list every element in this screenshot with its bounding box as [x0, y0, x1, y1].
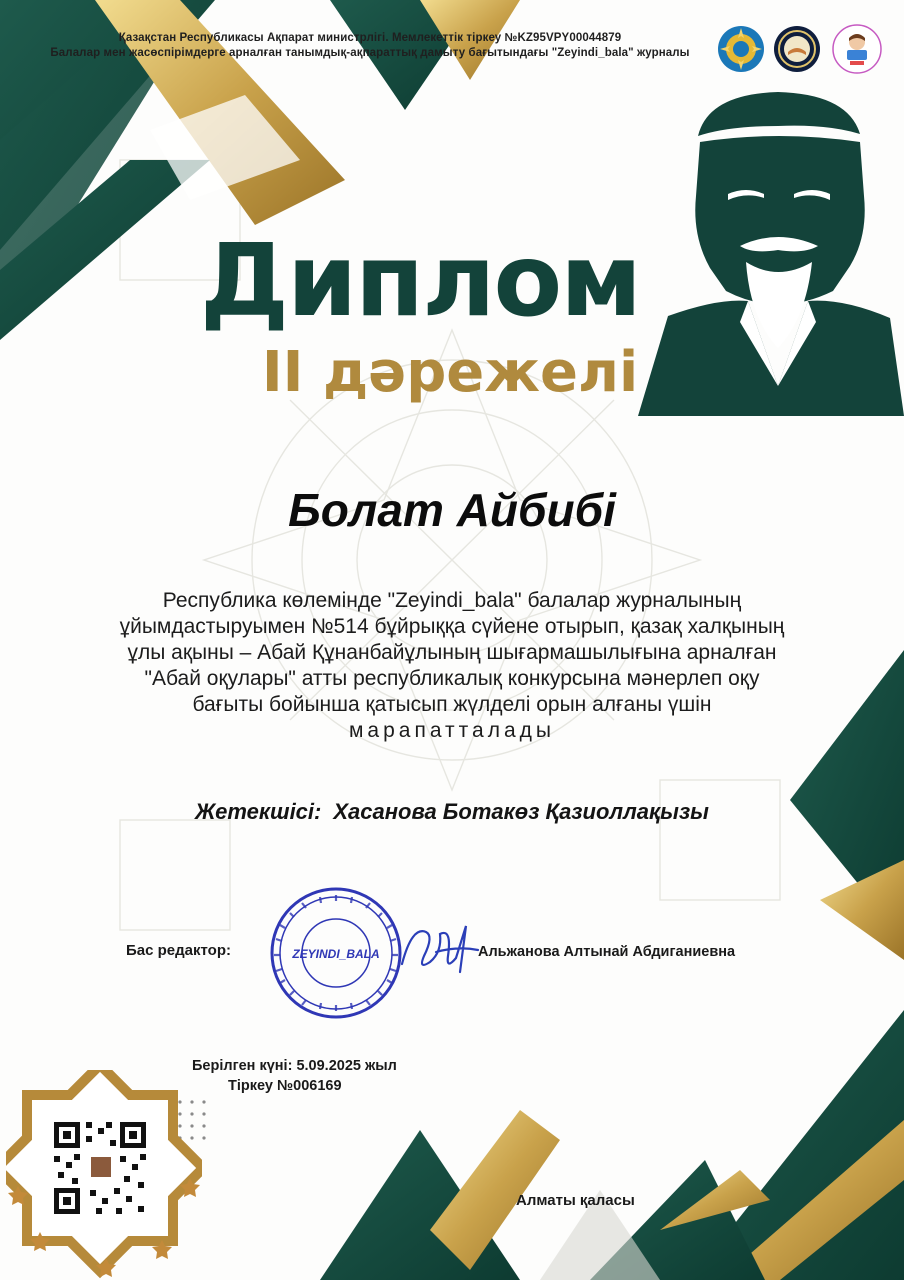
recipient-name: Болат Айбибі	[288, 484, 616, 536]
signature-icon	[396, 912, 480, 982]
registration-number: Тіркеу №006169	[228, 1078, 342, 1094]
school-emblem-icon	[772, 24, 822, 74]
editor-name: Альжанова Алтынай Абдиганиевна	[478, 944, 736, 960]
supervisor-line	[60, 798, 844, 826]
qr-code-icon	[6, 1070, 202, 1280]
degree-subtitle: ІІ дәрежелі	[261, 340, 639, 405]
emblem-icon	[716, 24, 766, 74]
award-description-line: "Абай оқулары" атты республикалық конкурсына мәнерлеп оқу	[144, 667, 760, 690]
header-ministry-text: Қазақстан Республикасы Ақпарат министрлігі. Мемлекеттік тіркеу №KZ95VPY00044879	[118, 32, 622, 44]
diploma-title: Диплом	[200, 222, 640, 339]
award-description-line: Республика көлемінде "Zeyindi_bala" балалар журналының	[162, 589, 742, 612]
stamp-seal	[268, 885, 404, 1021]
award-description-line: ұлы ақыны – Абай Құнанбайұлының шығармашылығына арналған	[127, 641, 777, 664]
editor-label: Бас редактор:	[126, 942, 231, 959]
award-description-line: бағыты бойынша қатысып жүлделі орын алғаны үшін	[192, 693, 712, 716]
award-description-line: ұйымдастыруымен №514 бұйрыққа сүйене отырып, қазақ халқының	[119, 615, 785, 638]
zeyindi-bala-logo-icon	[832, 24, 882, 74]
header-journal-text: Балалар мен жасөспірімдерге арналған танымдық-ақпараттық дамыту бағытындағы "Zeyindi_bala" журналы	[50, 47, 690, 59]
supervisor-name: Хасанова Ботакөз Қазиоллақызы	[333, 799, 709, 824]
issue-date: Берілген күні: 5.09.2025 жыл	[192, 1058, 397, 1074]
stamp-center-text: ZEYINDI_BALA	[292, 947, 380, 961]
award-description-line: марапатталады	[348, 719, 556, 742]
city-label: Алматы қаласы	[516, 1192, 635, 1209]
award-description	[90, 588, 814, 744]
supervisor-label: Жетекшісі:	[195, 799, 322, 824]
